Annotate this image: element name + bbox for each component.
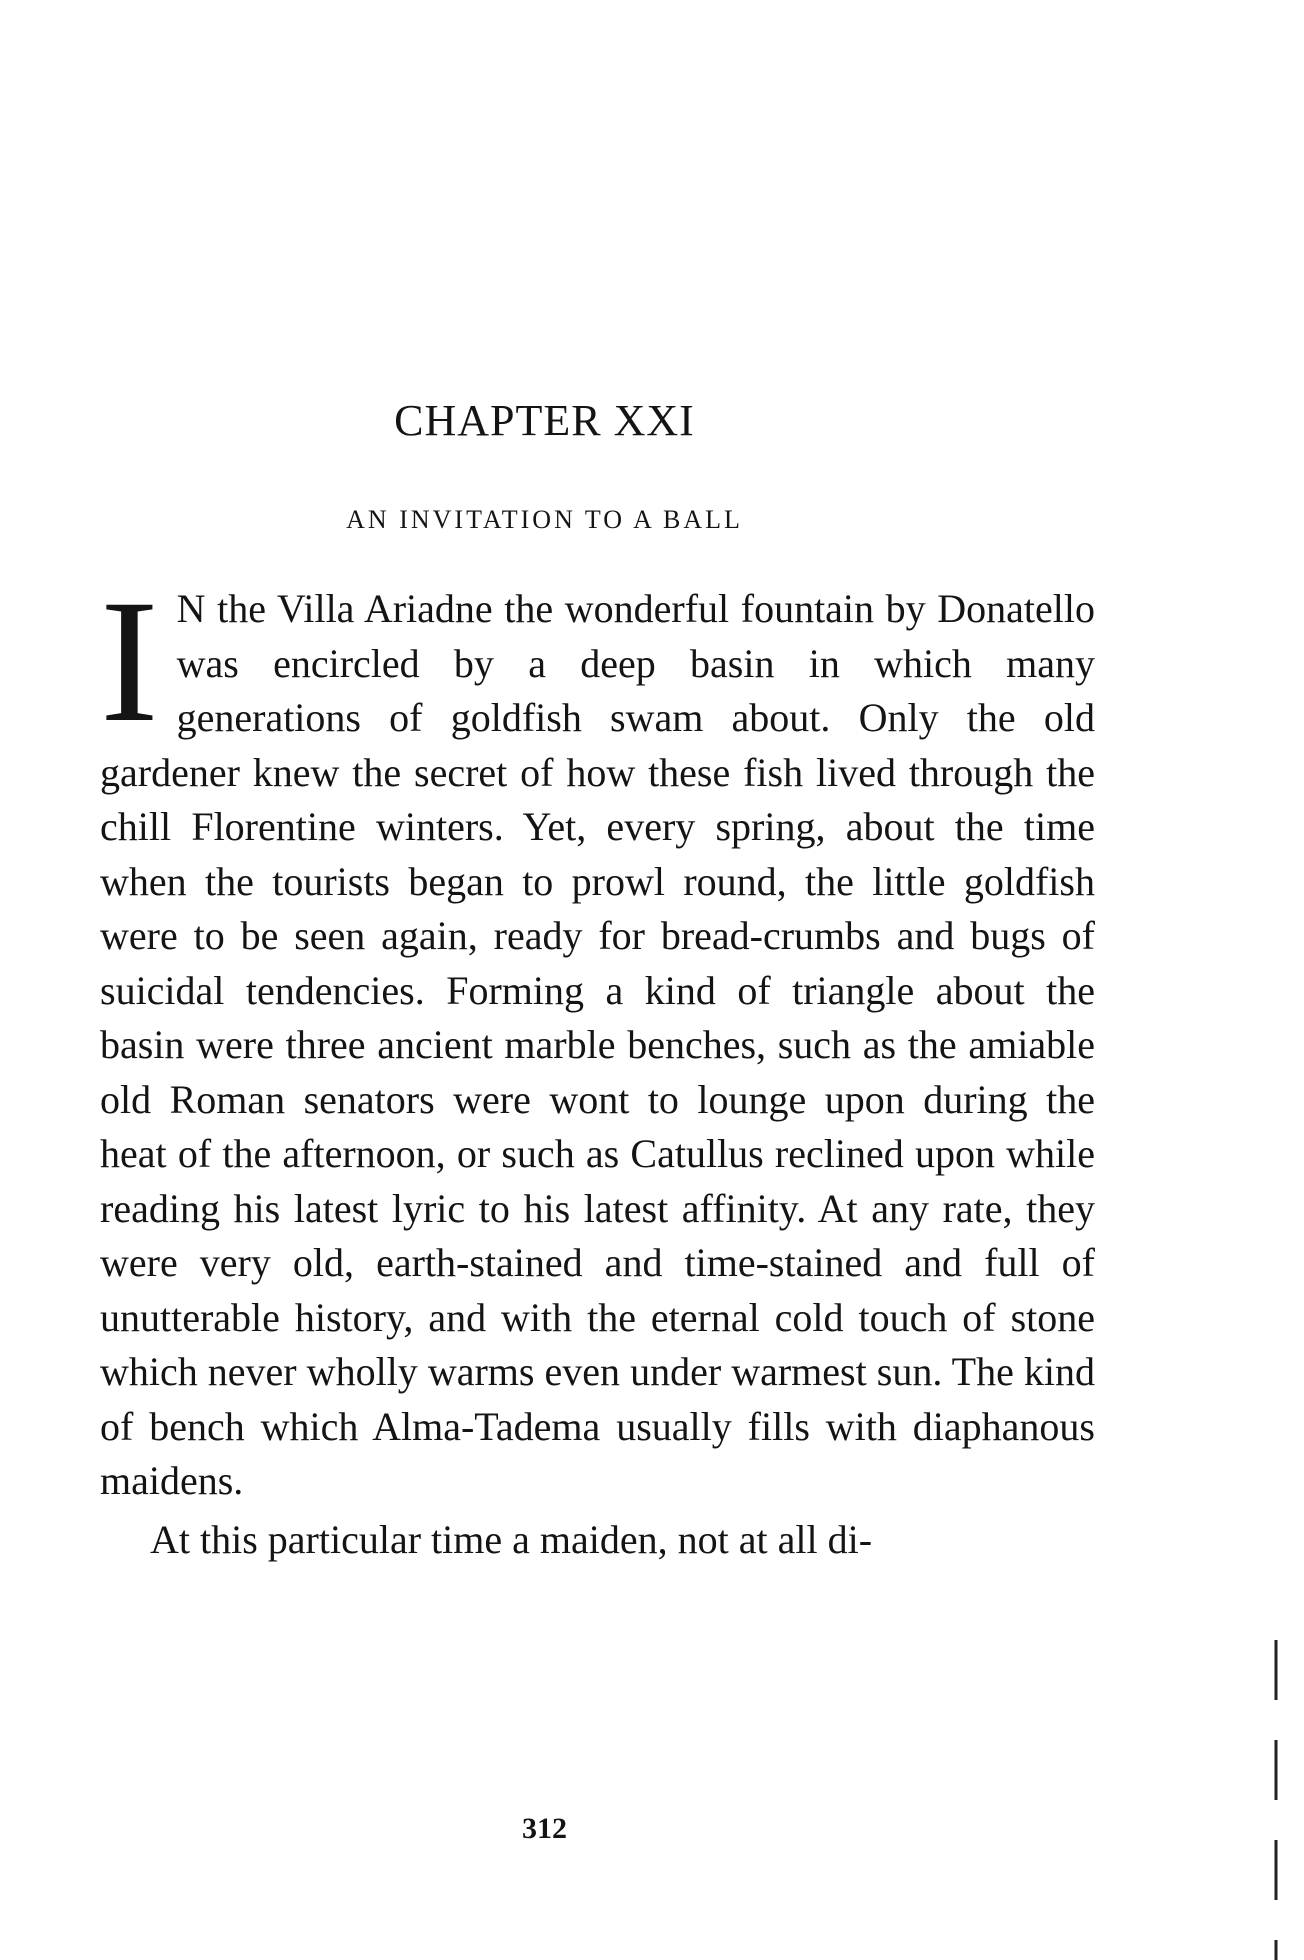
paragraph-1 bbox=[100, 564, 1095, 1509]
body-text bbox=[100, 564, 1095, 1567]
page-number: 312 bbox=[522, 1812, 567, 1845]
chapter-subtitle: AN INVITATION TO A BALL bbox=[346, 505, 743, 534]
paragraph-2: At this particular time a maiden, not at all di- bbox=[150, 1516, 873, 1562]
drop-cap: I bbox=[100, 564, 159, 759]
paragraph-1-text: N the Villa Ariadne the wonderful fountain by Donatello was encircled by a deep basin in which many generations of goldfish swam about. Only the old gardener knew the secret of how these fish lived through the chill Florentine winters. Yet, every spring, about the time when the tourists began to prowl round, the little goldfish were to be seen again, ready for bread-crumbs and bugs of suicidal tendencies. Forming a kind of triangle about the basin were three ancient marble benches, such as the amiable old Roman senators were wont to lounge upon during the heat of the afternoon, or such as Catullus reclined upon while reading his latest lyric to his latest affinity. At any rate, they were very old, earth-stained and time-stained and full of unutterable history, and with the eternal cold touch of stone which never wholly warms even under warmest sun. The kind of bench which Alma-Tadema usually fills with diaphanous maidens. bbox=[100, 586, 1095, 1503]
binding-gutter-shadow bbox=[1174, 0, 1304, 1960]
chapter-title: CHAPTER XXI bbox=[394, 396, 695, 445]
